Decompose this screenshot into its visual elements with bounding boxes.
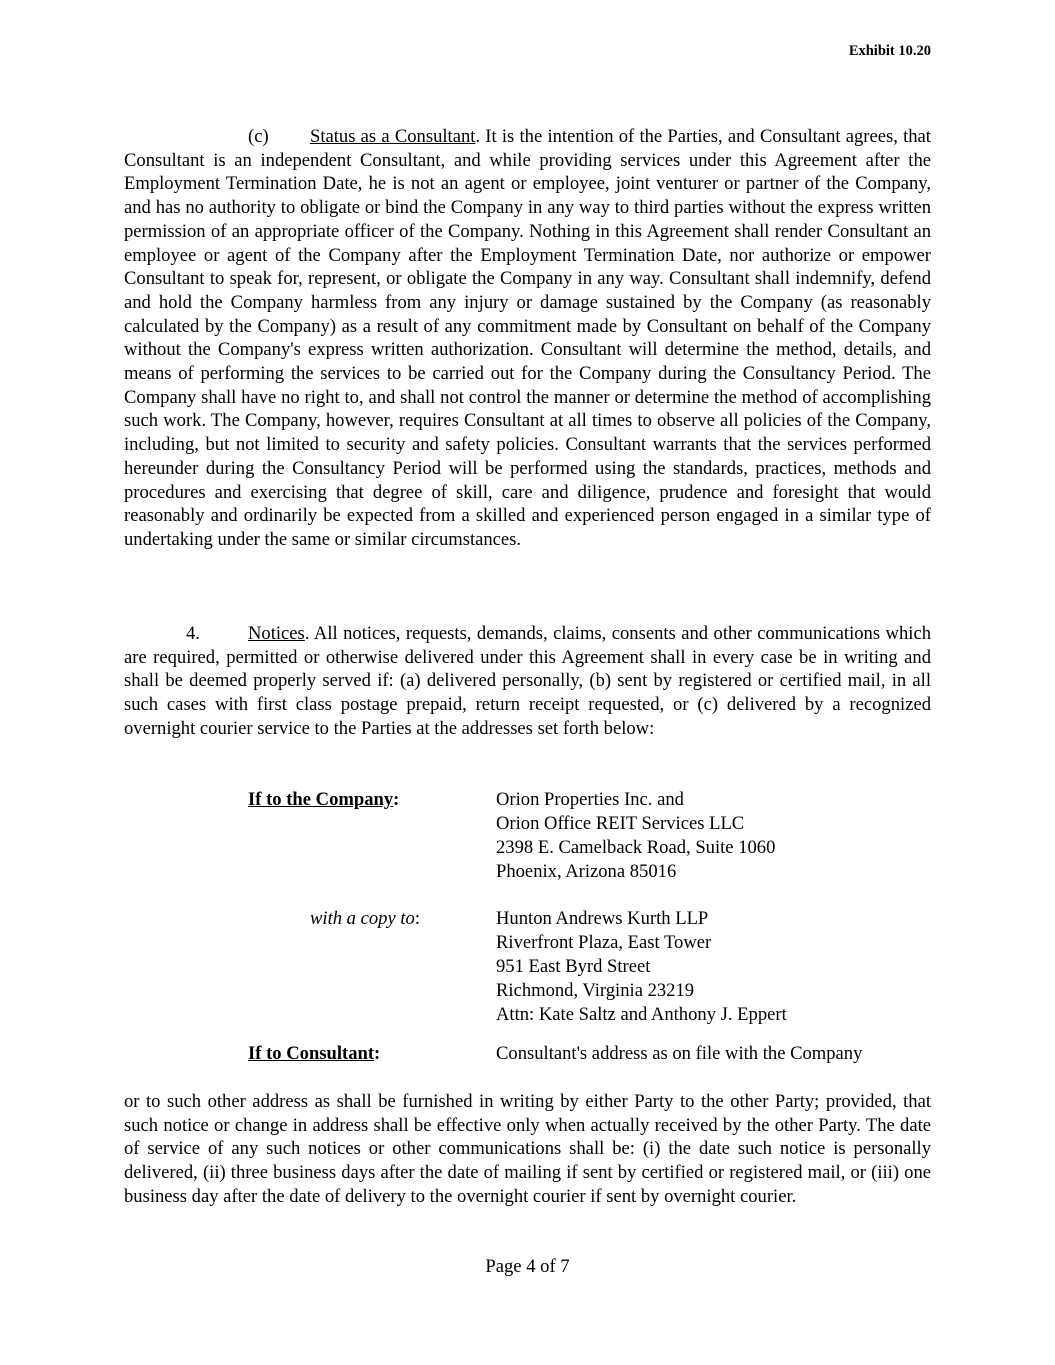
section-4-heading: Notices bbox=[248, 623, 305, 644]
company-address-line: Orion Properties Inc. and bbox=[496, 789, 684, 810]
copy-to-label bbox=[310, 907, 420, 931]
copy-to-label-text: with a copy to bbox=[310, 908, 415, 929]
section-4-paragraph bbox=[124, 622, 931, 741]
section-4-text: . All notices, requests, demands, claims, consents and other communications which are required, permitted or otherwise delivered under this Agreement shall in every case be in writing and shall be deemed properly served if: (a) delivered personally, (b) sent by registered or certified mail, in all such cases with first class postage prepaid, return receipt requested, or (c) delivered by a recognized overnight courier service to the Parties at the addresses set forth below: bbox=[124, 623, 931, 739]
company-label-colon: : bbox=[393, 789, 400, 810]
company-address-block bbox=[496, 788, 775, 884]
copy-address-line: 951 East Byrd Street bbox=[496, 955, 651, 977]
section-c-enum: (c) bbox=[248, 126, 269, 147]
consultant-address-line: Consultant's address as on file with the Company bbox=[496, 1043, 863, 1064]
copy-address-line: Hunton Andrews Kurth LLP bbox=[496, 908, 709, 929]
closing-paragraph: or to such other address as shall be furnished in writing by either Party to the other Party; provided, that such notice or change in address shall be effective only when actually received by the other Party. The date of service of any such notices or other communications shall be: (i) the date such notice is personally delivered, (ii) three business days after the date of mailing if sent by certified or registered mail, or (iii) one business day after the date of delivery to the overnight courier if sent by overnight courier. bbox=[124, 1091, 931, 1207]
copy-address-line: Riverfront Plaza, East Tower bbox=[496, 931, 712, 953]
page-number: Page 4 of 7 bbox=[485, 1256, 570, 1277]
section-4-enum: 4. bbox=[186, 623, 200, 644]
exhibit-number: Exhibit 10.20 bbox=[848, 43, 931, 59]
section-c-text: . It is the intention of the Parties, and Consultant agrees, that Consultant is an independent Consultant, and while providing services under this Agreement after the Employment Termination Date, he is not an agent or employee, joint venturer or partner of the Company, and has no authority to obligate or bind the Company in any way to third parties without the express written permission of an appropriate officer of the Company. Nothing in this Agreement shall render Consultant an employee or agent of the Company after the Employment Termination Date, nor authorize or empower Consultant to speak for, represent, or obligate the Company in any way. Consultant shall indemnify, defend and hold the Company harmless from any injury or damage sustained by the Company (as reasonably calculated by the Company) as a result of any commitment made by Consultant on behalf of the Company without the Company's express written authorization. Consultant will determine the method, details, and means of performing the services to be carried out for the Company during the Consultancy Period. The Company shall have no right to, and shall not control the manner or determine the method of accomplishing such work. The Company, however, requires Consultant at all times to observe all policies of the Company, including, but not limited to security and safety policies. Consultant warrants that the services performed hereunder during the Consultancy Period will be performed using the standards, practices, methods and procedures and exercising that degree of skill, care and diligence, prudence and foresight that would reasonably and ordinarily be expected from a skilled and experienced person engaged in a similar type of undertaking under the same or similar circumstances. bbox=[124, 126, 931, 550]
company-label-text: If to the Company bbox=[248, 789, 394, 810]
consultant-label-text: If to Consultant bbox=[248, 1043, 375, 1064]
consultant-address-block bbox=[496, 1042, 862, 1066]
consultant-label-colon: : bbox=[374, 1043, 381, 1064]
company-address-line: 2398 E. Camelback Road, Suite 1060 bbox=[496, 836, 776, 858]
section-c-paragraph bbox=[124, 125, 931, 552]
copy-address-line: Richmond, Virginia 23219 bbox=[496, 979, 695, 1001]
copy-address-block bbox=[496, 907, 787, 1027]
company-address-line: Orion Office REIT Services LLC bbox=[496, 812, 745, 834]
copy-to-label-colon: : bbox=[414, 908, 421, 929]
copy-address-line: Attn: Kate Saltz and Anthony J. Eppert bbox=[496, 1003, 787, 1025]
consultant-address-label bbox=[248, 1042, 380, 1066]
company-address-line: Phoenix, Arizona 85016 bbox=[496, 860, 677, 882]
company-address-label bbox=[248, 788, 399, 812]
section-c-heading: Status as a Consultant bbox=[310, 126, 476, 147]
